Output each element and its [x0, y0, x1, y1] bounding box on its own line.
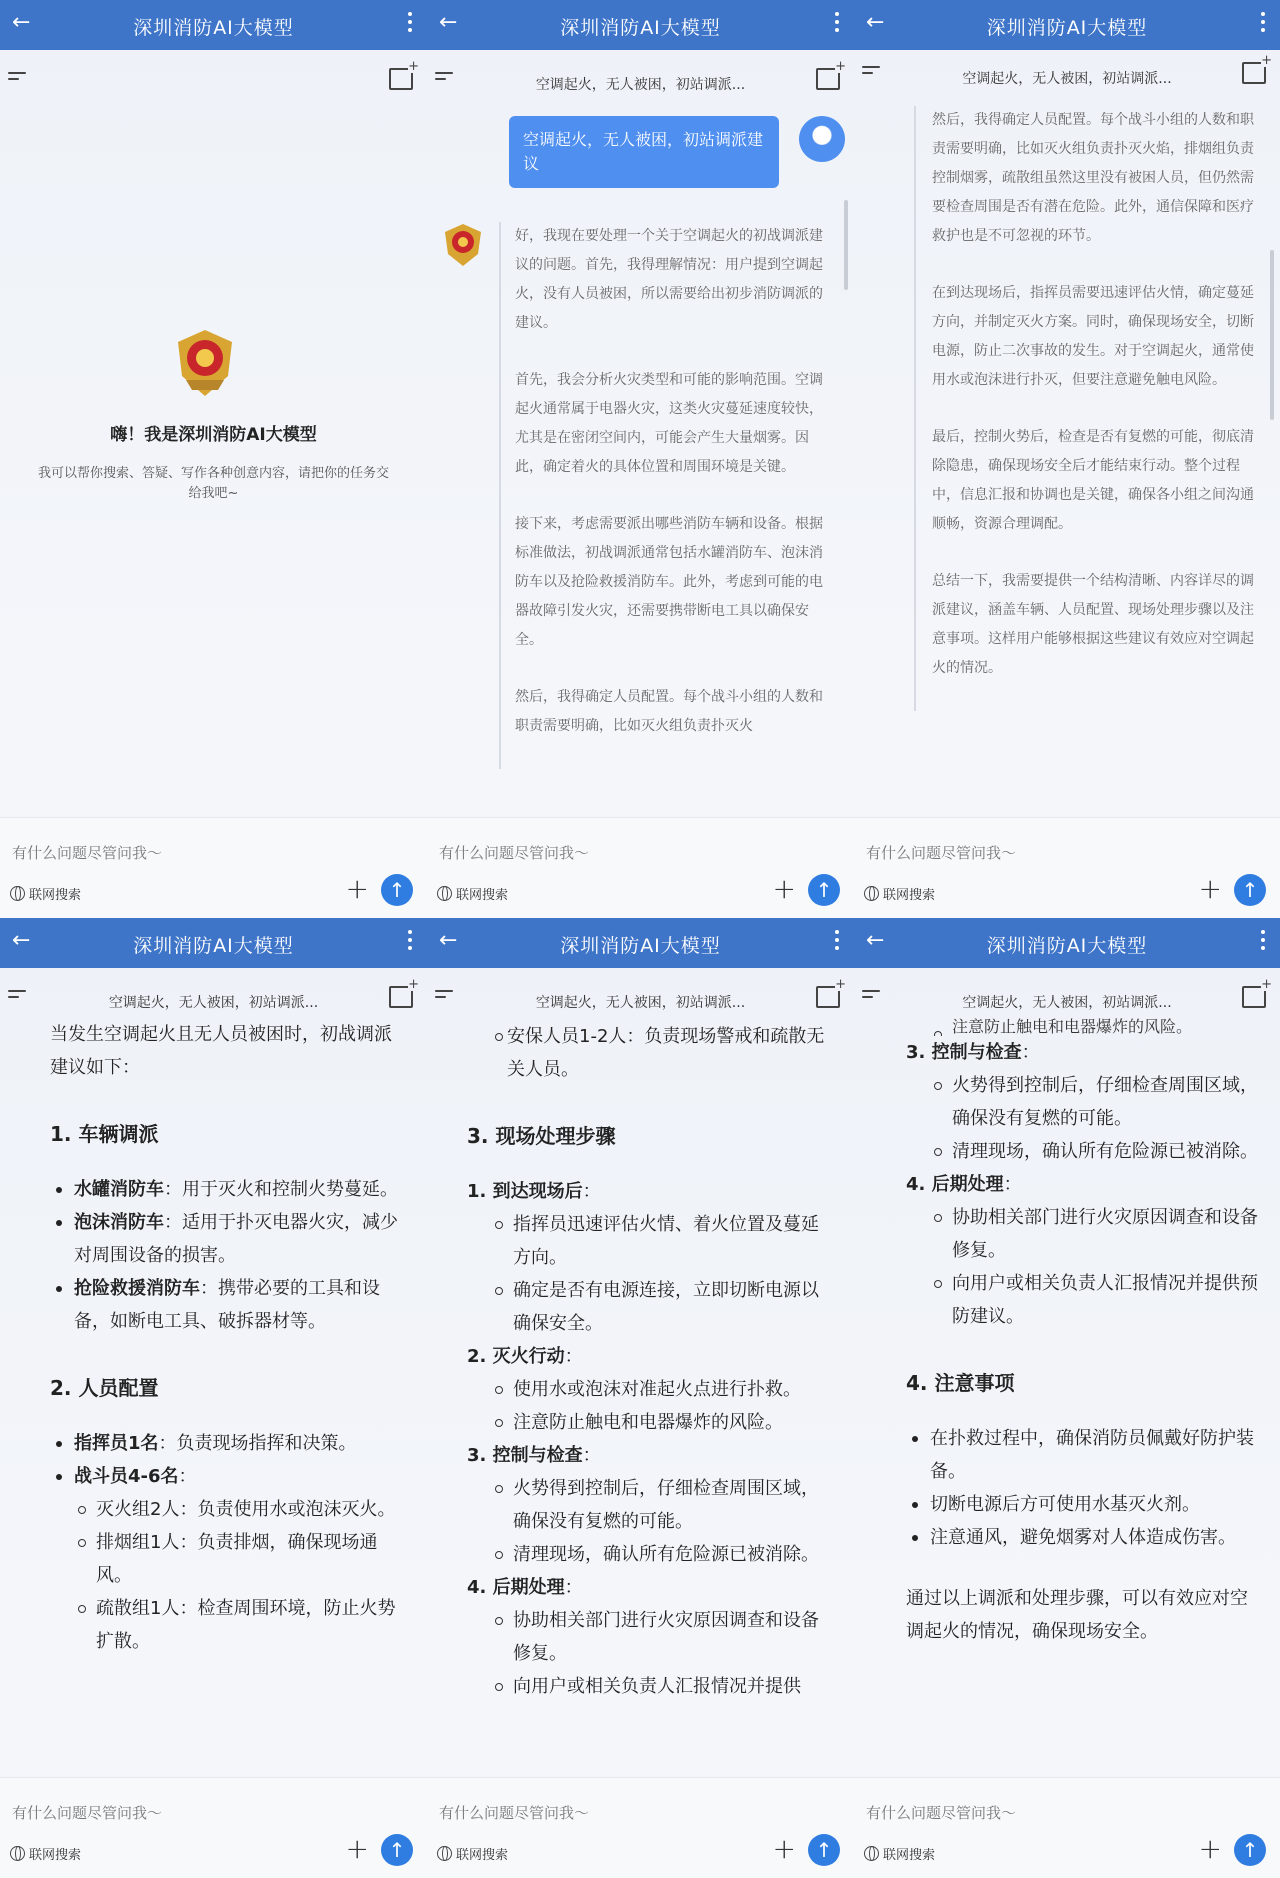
sub-list-item: 清理现场，确认所有危险源已被消除。 [906, 1135, 1260, 1168]
answer-content [50, 1018, 407, 1658]
history-menu-icon[interactable] [435, 990, 453, 1004]
conversation-title: 空调起火，无人被困，初站调派... [535, 77, 746, 93]
welcome-description: 我可以帮你搜索、答疑、写作各种创意内容，请把你的任务交给我吧~ [37, 466, 389, 501]
list-item: 抢险救援消防车：携带必要的工具和设备，如断电工具、破拆器材等。 [50, 1272, 407, 1338]
app-header [854, 0, 1280, 50]
step-heading: 3. 控制与检查： [906, 1042, 1040, 1063]
chat-input-bar [427, 1777, 854, 1878]
send-button[interactable]: ↑ [1234, 1834, 1266, 1866]
more-options-icon[interactable] [834, 928, 840, 952]
web-search-toggle[interactable] [10, 1844, 81, 1863]
new-chat-icon[interactable] [389, 986, 413, 1008]
send-button[interactable]: ↑ [808, 874, 840, 906]
step-heading: 3. 控制与检查： [467, 1445, 601, 1466]
web-search-toggle[interactable] [437, 1844, 508, 1863]
screen-answer-2 [427, 918, 854, 1878]
new-chat-icon[interactable] [389, 68, 413, 90]
step-heading: 4. 后期处理： [467, 1577, 583, 1598]
answer-content [906, 1018, 1260, 1666]
history-menu-icon[interactable] [8, 990, 26, 1004]
answer-closing: 通过以上调派和处理步骤，可以有效应对空调起火的情况，确保现场安全。 [906, 1588, 1248, 1642]
thinking-paragraph: 最后，控制火势后，检查是否有复燃的可能，彻底清除隐患，确保现场安全后才能结束行动。整个过程中，信息汇报和协调也是关键，确保各小组之间沟通顺畅，资源合理调配。 [932, 429, 1254, 532]
scrollbar[interactable] [1270, 250, 1274, 420]
thinking-paragraph: 然后，我得确定人员配置。每个战斗小组的人数和职责需要明确，比如灭火组负责扑灭火 [515, 689, 823, 734]
list-item: 泡沫消防车：适用于扑灭电器火灾，减少对周围设备的损害。 [50, 1206, 407, 1272]
welcome-heading: 嗨！我是深圳消防AI大模型 [110, 425, 317, 445]
web-search-label: 联网搜索 [29, 1848, 82, 1863]
message-input[interactable]: 有什么问题尽管问我～ [866, 1804, 1017, 1822]
send-button[interactable]: ↑ [1234, 874, 1266, 906]
add-attachment-icon[interactable]: + [1198, 1832, 1222, 1865]
more-options-icon[interactable] [1260, 928, 1266, 952]
globe-icon [864, 886, 879, 901]
app-header [0, 0, 427, 50]
user-message-bubble: 空调起火，无人被困，初站调派建议 [509, 116, 779, 188]
sub-list-item: 向用户或相关负责人汇报情况并提供预防建议。 [906, 1267, 1260, 1333]
section-heading: 3. 现场处理步骤 [467, 1124, 616, 1148]
bot-avatar-icon [441, 222, 485, 268]
history-menu-icon[interactable] [862, 66, 880, 80]
more-options-icon[interactable] [1260, 10, 1266, 34]
chat-input-bar [854, 1777, 1280, 1878]
message-input[interactable]: 有什么问题尽管问我～ [439, 844, 590, 862]
screen-thinking-1 [427, 0, 854, 918]
add-attachment-icon[interactable]: + [345, 1832, 369, 1865]
conversation-bar [427, 980, 854, 1016]
answer-content [467, 1020, 834, 1703]
globe-icon [437, 1846, 452, 1861]
add-attachment-icon[interactable]: + [1198, 872, 1222, 905]
list-item: 指挥员1名：负责现场指挥和决策。 [50, 1427, 407, 1460]
sub-list-item: 排烟组1人：负责排烟，确保现场通风。 [50, 1526, 407, 1592]
web-search-label: 联网搜索 [29, 888, 82, 903]
new-chat-icon[interactable] [1242, 986, 1266, 1008]
list-item: 在扑救过程中，确保消防员佩戴好防护装备。 [906, 1422, 1260, 1488]
globe-icon [864, 1846, 879, 1861]
chat-input-bar [427, 817, 854, 918]
sub-list-item: 火势得到控制后，仔细检查周围区域，确保没有复燃的可能。 [467, 1472, 834, 1538]
globe-icon [437, 886, 452, 901]
sub-list-item: 向用户或相关负责人汇报情况并提供 [467, 1670, 834, 1703]
web-search-toggle[interactable] [10, 884, 81, 903]
add-attachment-icon[interactable]: + [772, 1832, 796, 1865]
back-arrow-icon[interactable]: ← [439, 928, 458, 953]
chat-input-bar [0, 1777, 427, 1878]
web-search-label: 联网搜索 [456, 1848, 509, 1863]
step-heading: 2. 灭火行动： [467, 1346, 583, 1367]
thinking-paragraph: 在到达现场后，指挥员需要迅速评估火情，确定蔓延方向，并制定灭火方案。同时，确保现场安全，切断电源，防止二次事故的发生。对于空调起火，通常使用水或泡沫进行扑灭，但要注意避免触电风险。 [932, 285, 1254, 388]
thinking-paragraph: 好，我现在要处理一个关于空调起火的初战调派建议的问题。首先，我得理解情况：用户提到空调起火，没有人员被困，所以需要给出初步消防调派的建议。 [515, 228, 823, 331]
message-input[interactable]: 有什么问题尽管问我～ [12, 844, 163, 862]
list-item: 切断电源后方可使用水基灭火剂。 [906, 1488, 1260, 1521]
section-heading: 1. 车辆调派 [50, 1122, 159, 1146]
more-options-icon[interactable] [407, 928, 413, 952]
conversation-bar [854, 56, 1280, 92]
back-arrow-icon[interactable]: ← [439, 10, 458, 35]
list-item: 水罐消防车：用于灭火和控制火势蔓延。 [50, 1173, 407, 1206]
sub-list-item: 清理现场，确认所有危险源已被消除。 [467, 1538, 834, 1571]
history-menu-icon[interactable] [8, 72, 26, 86]
conversation-bar [854, 980, 1280, 1016]
conversation-bar [427, 62, 854, 98]
back-arrow-icon[interactable]: ← [12, 10, 31, 35]
fire-emblem-icon [172, 328, 238, 398]
answer-intro: 当发生空调起火且无人员被困时，初战调派建议如下： [50, 1024, 392, 1078]
sub-list-item: 使用水或泡沫对准起火点进行扑救。 [467, 1373, 834, 1406]
thinking-process [499, 222, 828, 769]
sub-list-item: 火势得到控制后，仔细检查周围区域，确保没有复燃的可能。 [906, 1069, 1260, 1135]
screen-thinking-2 [854, 0, 1280, 918]
security-list [467, 1020, 834, 1086]
sub-list-item: 疏散组1人：检查周围环境，防止火势扩散。 [50, 1592, 407, 1658]
section-heading: 4. 注意事项 [906, 1371, 1015, 1395]
personnel-list [50, 1427, 407, 1658]
steps-list [906, 1018, 1260, 1333]
screen-answer-1 [0, 918, 427, 1878]
screen-answer-3 [854, 918, 1280, 1878]
add-attachment-icon[interactable]: + [772, 872, 796, 905]
thinking-paragraph: 接下来，考虑需要派出哪些消防车辆和设备。根据标准做法，初战调派通常包括水罐消防车、泡沫消防车以及抢险救援消防车。此外，考虑到可能的电器故障引发火灾，还需要携带断电工具以确保安全。 [515, 516, 823, 648]
web-search-label: 联网搜索 [456, 888, 509, 903]
app-header [427, 918, 854, 968]
app-title: 深圳消防AI大模型 [560, 17, 721, 39]
sub-list-item: 注意防止触电和电器爆炸的风险。 [467, 1406, 834, 1439]
conversation-title: 空调起火，无人被困，初站调派... [962, 71, 1172, 87]
app-title: 深圳消防AI大模型 [986, 17, 1148, 39]
web-search-label: 联网搜索 [883, 1848, 936, 1863]
add-attachment-icon[interactable]: + [345, 872, 369, 905]
scrollbar[interactable] [844, 200, 848, 290]
sub-list-item: 注意防止触电和电器爆炸的风险。 [906, 1018, 1260, 1036]
sub-list-item: 灭火组2人：负责使用水或泡沫灭火。 [50, 1493, 407, 1526]
thinking-process [914, 106, 1262, 711]
more-options-icon[interactable] [407, 10, 413, 34]
web-search-toggle[interactable] [437, 884, 508, 903]
history-menu-icon[interactable] [435, 72, 453, 86]
app-header [427, 0, 854, 50]
section-heading: 2. 人员配置 [50, 1376, 159, 1400]
user-avatar [799, 116, 845, 162]
chat-input-bar [0, 817, 427, 918]
app-title: 深圳消防AI大模型 [560, 935, 721, 957]
conversation-title: 空调起火，无人被困，初站调派... [962, 995, 1172, 1011]
step-heading: 4. 后期处理： [906, 1174, 1022, 1195]
sub-list-item: 确定是否有电源连接，立即切断电源以确保安全。 [467, 1274, 834, 1340]
back-arrow-icon[interactable]: ← [866, 10, 885, 35]
conversation-title: 空调起火，无人被困，初站调派... [108, 995, 319, 1011]
thinking-paragraph: 然后，我得确定人员配置。每个战斗小组的人数和职责需要明确，比如灭火组负责扑灭火焰，排烟组负责控制烟雾，疏散组虽然这里没有被困人员，但仍然需要检查周围是否有潜在危险。此外，通信保障和医疗救护也是不可忽视的环节。 [932, 112, 1254, 244]
conversation-title: 空调起火，无人被困，初站调派... [535, 995, 746, 1011]
message-input[interactable]: 有什么问题尽管问我～ [12, 1804, 163, 1822]
conversation-bar [0, 980, 427, 1016]
web-search-toggle[interactable] [864, 1844, 935, 1863]
list-item: 注意通风，避免烟雾对人体造成伤害。 [906, 1521, 1260, 1554]
notes-list [906, 1422, 1260, 1554]
sub-list-item: 指挥员迅速评估火情、着火位置及蔓延方向。 [467, 1208, 834, 1274]
more-options-icon[interactable] [834, 10, 840, 34]
chat-input-bar [854, 817, 1280, 918]
message-input[interactable]: 有什么问题尽管问我～ [866, 844, 1017, 862]
thinking-paragraph: 总结一下，我需要提供一个结构清晰、内容详尽的调派建议，涵盖车辆、人员配置、现场处理步骤以及注意事项。这样用户能够根据这些建议有效应对空调起火的情况。 [932, 573, 1254, 676]
app-header [854, 918, 1280, 968]
new-chat-icon[interactable] [1242, 62, 1266, 84]
sub-list-item: 协助相关部门进行火灾原因调查和设备修复。 [906, 1201, 1260, 1267]
send-button[interactable]: ↑ [381, 874, 413, 906]
app-title: 深圳消防AI大模型 [133, 935, 294, 957]
steps-list [467, 1175, 834, 1703]
history-menu-icon[interactable] [862, 990, 880, 1004]
app-header [0, 918, 427, 968]
step-heading: 1. 到达现场后： [467, 1181, 601, 1202]
back-arrow-icon[interactable]: ← [866, 928, 885, 953]
app-title: 深圳消防AI大模型 [986, 935, 1148, 957]
screen-welcome [0, 0, 427, 918]
send-button[interactable]: ↑ [381, 1834, 413, 1866]
new-chat-icon[interactable] [816, 68, 840, 90]
list-item: 战斗员4-6名： [50, 1460, 407, 1493]
sub-list-item: 协助相关部门进行火灾原因调查和设备修复。 [467, 1604, 834, 1670]
message-input[interactable]: 有什么问题尽管问我～ [439, 1804, 590, 1822]
send-button[interactable]: ↑ [808, 1834, 840, 1866]
vehicle-list [50, 1173, 407, 1338]
web-search-toggle[interactable] [864, 884, 935, 903]
conversation-bar [0, 62, 427, 98]
globe-icon [10, 886, 25, 901]
back-arrow-icon[interactable]: ← [12, 928, 31, 953]
web-search-label: 联网搜索 [883, 888, 936, 903]
sub-list-item: 安保人员1-2人：负责现场警戒和疏散无关人员。 [467, 1020, 834, 1086]
new-chat-icon[interactable] [816, 986, 840, 1008]
app-title: 深圳消防AI大模型 [133, 17, 294, 39]
globe-icon [10, 1846, 25, 1861]
thinking-paragraph: 首先，我会分析火灾类型和可能的影响范围。空调起火通常属于电器火灾，这类火灾蔓延速度较快，尤其是在密闭空间内，可能会产生大量烟雾。因此，确定着火的具体位置和周围环境是关键。 [515, 372, 823, 475]
